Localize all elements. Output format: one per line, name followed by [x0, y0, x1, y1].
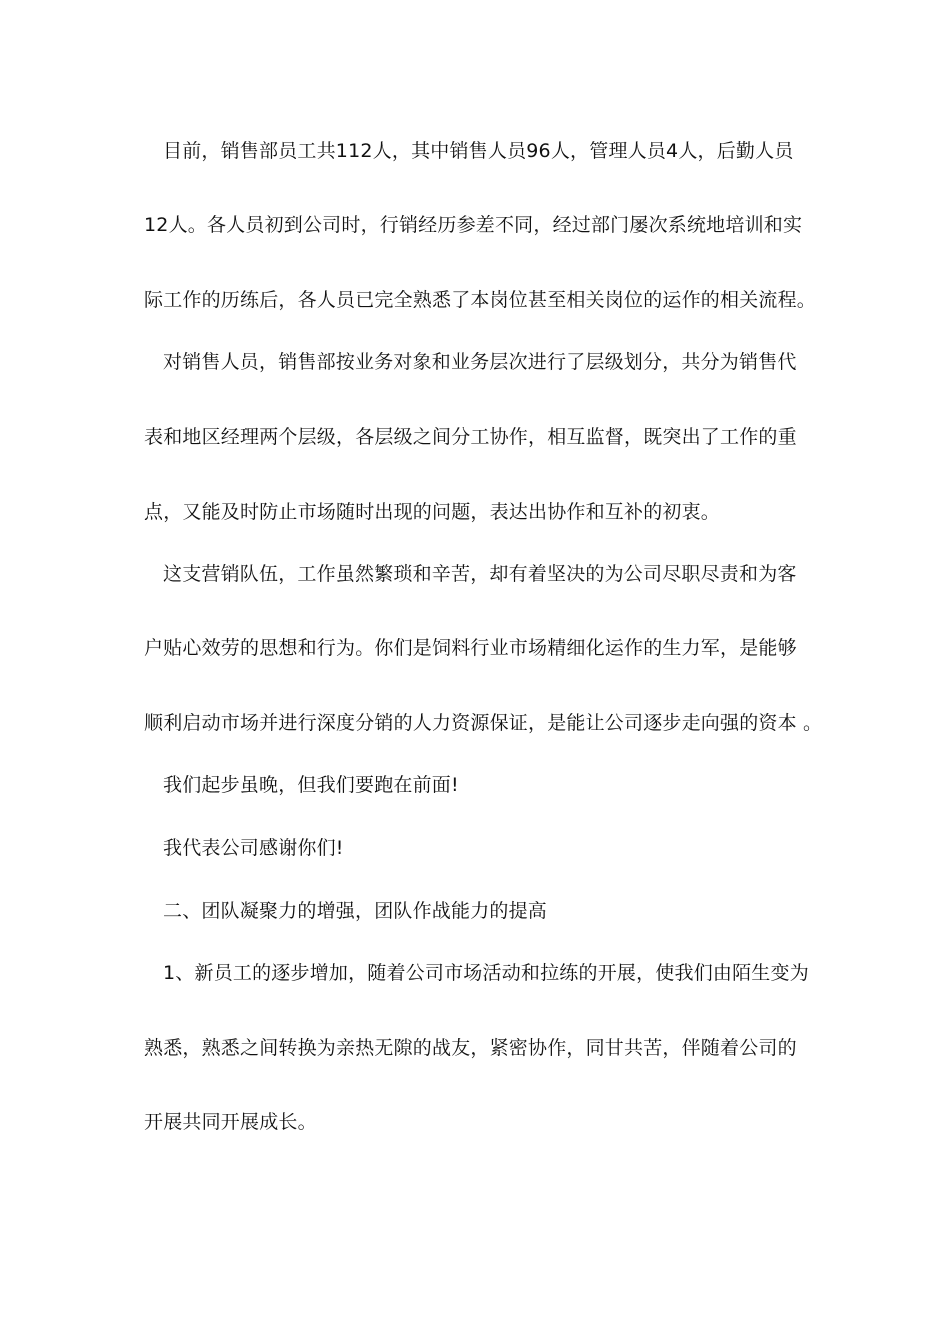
text-line-4: 对销售人员，销售部按业务对象和业务层次进行了层级划分，共分为销售代	[163, 351, 797, 373]
text-line-5: 表和地区经理两个层级，各层级之间分工协作，相互监督，既突出了工作的重	[144, 426, 797, 448]
text-line-1: 目前，销售部员工共112人，其中销售人员96人，管理人员4人，后勤人员	[163, 140, 794, 162]
text-line-10: 我们起步虽晚，但我们要跑在前面!	[163, 774, 459, 796]
text-line-14: 熟悉，熟悉之间转换为亲热无隙的战友，紧密协作，同甘共苦，伴随着公司的	[144, 1037, 797, 1059]
text-line-3: 际工作的历练后，各人员已完全熟悉了本岗位甚至相关岗位的运作的相关流程。	[144, 289, 817, 311]
text-line-9: 顺利启动市场并进行深度分销的人力资源保证，是能让公司逐步走向强的资本 。	[144, 712, 823, 734]
text-line-6: 点，又能及时防止市场随时出现的问题，表达出协作和互补的初衷。	[144, 501, 721, 523]
text-line-11: 我代表公司感谢你们!	[163, 837, 344, 859]
text-line-2: 12人。各人员初到公司时，行销经历参差不同，经过部门屡次系统地培训和实	[144, 214, 803, 236]
section-heading: 二、团队凝聚力的增强，团队作战能力的提高	[163, 900, 548, 922]
text-line-15: 开展共同开展成长。	[144, 1111, 317, 1133]
text-line-13: 1、新员工的逐步增加，随着公司市场活动和拉练的开展，使我们由陌生变为	[163, 962, 809, 984]
text-line-7: 这支营销队伍，工作虽然繁琐和辛苦，却有着坚决的为公司尽职尽责和为客	[163, 563, 797, 585]
text-line-8: 户贴心效劳的思想和行为。你们是饲料行业市场精细化运作的生力军，是能够	[144, 637, 797, 659]
